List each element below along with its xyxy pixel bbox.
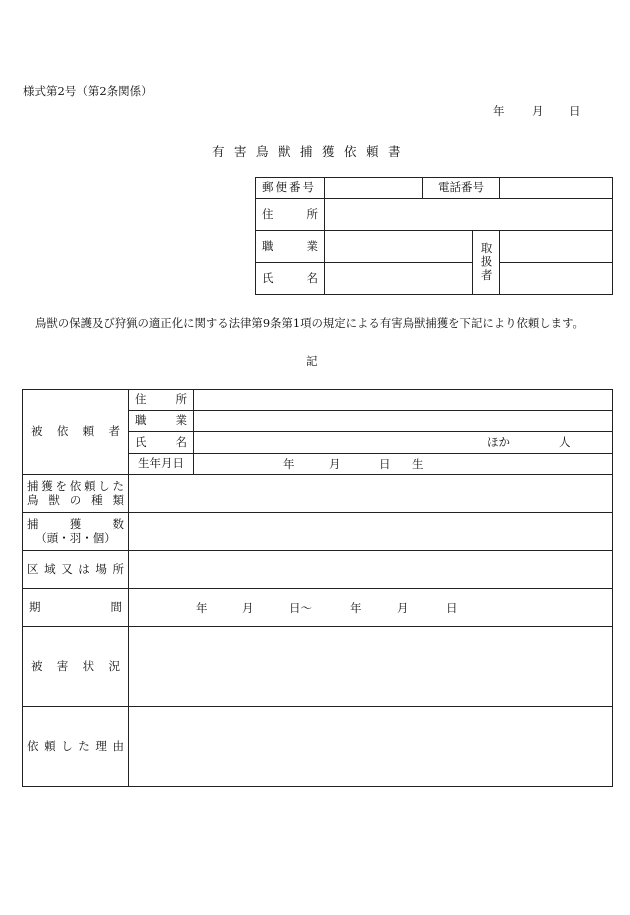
- phone-label: 電話番号: [438, 180, 484, 195]
- period-year-2: 年: [350, 601, 362, 615]
- address-label-cell: [256, 199, 325, 231]
- species1-4: 依: [69, 479, 82, 494]
- name-label-1: 氏: [262, 270, 274, 285]
- requestee-char-3: 頼: [82, 424, 95, 439]
- species2-5: 類: [112, 492, 124, 507]
- period-month-1: 月: [242, 601, 254, 615]
- req-occ-2: 業: [175, 413, 187, 428]
- period-1: 期: [29, 599, 41, 614]
- species-value[interactable]: [129, 475, 613, 513]
- area-label-cell: [23, 551, 129, 589]
- handler-label: 取扱者: [479, 242, 494, 283]
- statement: 鳥獣の保護及び狩猟の適正化に関する法律第9条第1項の規定による有害鳥獣捕獲を下記により依頼します。: [35, 316, 584, 330]
- occupation-label-cell: [256, 231, 325, 263]
- species2-2: 獣: [48, 492, 60, 507]
- requestee-char-1: 被: [31, 424, 43, 439]
- birth-label: 生年月日: [138, 456, 184, 471]
- reason-6: 由: [112, 738, 124, 753]
- address-label-1: 住: [262, 206, 274, 221]
- applicant-table: [255, 177, 613, 295]
- address-label-2: 所: [306, 206, 318, 221]
- requestee-occupation-label: [129, 411, 194, 432]
- name-label-cell: [256, 263, 325, 295]
- occupation-row: [256, 231, 613, 263]
- details-table: [22, 389, 613, 787]
- requestee-name-value[interactable]: [194, 432, 613, 454]
- area-6: 所: [112, 561, 124, 576]
- occupation-label-2: 業: [306, 238, 318, 253]
- area-4: は: [78, 561, 90, 576]
- postal-value[interactable]: [325, 178, 423, 199]
- period-2: 間: [110, 599, 122, 614]
- address-row: [256, 199, 613, 231]
- name-row: [256, 263, 613, 295]
- occupation-value[interactable]: [325, 231, 473, 263]
- req-address-1: 住: [135, 392, 147, 407]
- birth-month: 月: [329, 457, 341, 471]
- requestee-name-label: [129, 432, 194, 454]
- period-year-1: 年: [196, 601, 208, 615]
- handler-value-1[interactable]: [500, 231, 613, 263]
- species-label-cell: [23, 475, 129, 513]
- area-3: 又: [61, 561, 73, 576]
- ki-mark: 記: [306, 354, 318, 368]
- requestee-address-label: [129, 390, 194, 411]
- damage-value[interactable]: [129, 627, 613, 707]
- requestee-birth-label: [129, 454, 194, 475]
- phone-label-cell: [423, 178, 500, 199]
- reason-3: し: [61, 738, 73, 753]
- damage-3: 状: [82, 658, 95, 673]
- handler-label-cell: [473, 231, 500, 295]
- species1-2: 獲: [41, 479, 53, 494]
- reason-4: た: [78, 738, 90, 753]
- others-nin: 人: [559, 435, 571, 449]
- req-name-2: 名: [175, 434, 187, 449]
- species2-4: 種: [91, 492, 103, 507]
- species2-3: の: [69, 492, 82, 507]
- period-day-2: 日: [446, 601, 458, 615]
- count-value[interactable]: [129, 513, 613, 551]
- form-number: 様式第2号（第2条関係）: [23, 84, 153, 98]
- handler-value-2[interactable]: [500, 263, 613, 295]
- postal-label: 郵便番号: [262, 180, 316, 195]
- species2-1: 鳥: [27, 492, 39, 507]
- damage-4: 況: [108, 658, 120, 673]
- requestee-occupation-value[interactable]: [194, 411, 613, 432]
- damage-label-cell: [23, 627, 129, 707]
- damage-2: 害: [56, 658, 69, 673]
- species1-7: た: [112, 479, 124, 494]
- period-label-cell: [23, 589, 129, 627]
- reason-2: 頼: [44, 738, 56, 753]
- date-month: 月: [532, 104, 544, 118]
- count-3: 数: [112, 517, 124, 532]
- count-unit: （頭・羽・個）: [35, 530, 116, 545]
- species1-1: 捕: [27, 479, 39, 494]
- others-hoka: ほか: [487, 435, 510, 449]
- count-1: 捕: [27, 517, 39, 532]
- requestee-char-2: 依: [56, 424, 69, 439]
- reason-value[interactable]: [129, 707, 613, 787]
- count-label-cell: [23, 513, 129, 551]
- reason-5: 理: [95, 738, 107, 753]
- reason-label-cell: [23, 707, 129, 787]
- requestee-address-value[interactable]: [194, 390, 613, 411]
- occupation-label-1: 職: [262, 238, 274, 253]
- requestee-label-cell: [23, 390, 129, 475]
- species1-3: を: [55, 479, 67, 494]
- requestee-birth-value[interactable]: [194, 454, 613, 475]
- date-day: 日: [569, 104, 581, 118]
- postal-row: [256, 178, 613, 199]
- address-value[interactable]: [325, 199, 613, 231]
- birth-sei: 生: [412, 457, 424, 471]
- area-value[interactable]: [129, 551, 613, 589]
- period-month-2: 月: [397, 601, 409, 615]
- date-year: 年: [493, 104, 505, 118]
- period-value[interactable]: [129, 589, 613, 627]
- birth-year: 年: [283, 457, 295, 471]
- postal-label-cell: [256, 178, 325, 199]
- requestee-char-4: 者: [108, 424, 120, 439]
- birth-day: 日: [379, 457, 391, 471]
- species1-6: し: [98, 479, 110, 494]
- damage-1: 被: [31, 658, 43, 673]
- area-1: 区: [27, 561, 39, 576]
- period-day-1: 日〜: [289, 601, 312, 615]
- area-2: 域: [44, 561, 56, 576]
- phone-value[interactable]: [500, 178, 613, 199]
- area-5: 場: [95, 561, 107, 576]
- reason-1: 依: [27, 738, 39, 753]
- req-address-2: 所: [175, 392, 187, 407]
- count-2: 獲: [69, 517, 82, 532]
- name-label-2: 名: [306, 270, 318, 285]
- req-name-1: 氏: [135, 434, 147, 449]
- form-title: 有害鳥獣捕獲依頼書: [212, 144, 411, 159]
- species1-5: 頼: [84, 479, 96, 494]
- req-occ-1: 職: [135, 413, 147, 428]
- name-value[interactable]: [325, 263, 473, 295]
